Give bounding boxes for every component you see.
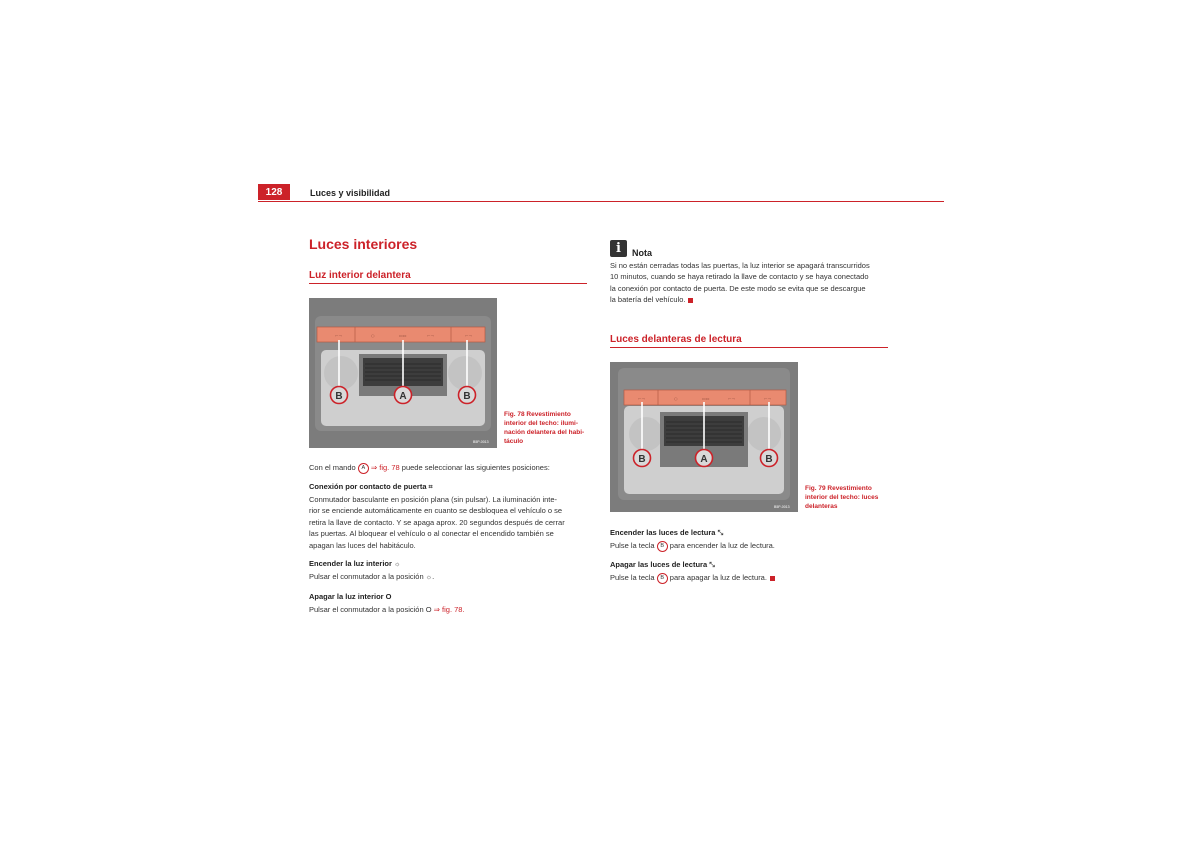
figure-79	[610, 362, 798, 512]
reading-on-text: Pulse la tecla B para encender la luz de lectura.	[610, 541, 775, 550]
section-title-front-light: Luz interior delantera	[309, 270, 587, 284]
svg-text:⌐¬: ⌐¬	[427, 333, 434, 338]
svg-text:⌐¬: ⌐¬	[465, 333, 472, 338]
light-off-heading: Apagar la luz interior O	[309, 592, 392, 601]
reading-light-on-icon: ⤡	[717, 530, 724, 537]
figure-78	[309, 298, 497, 448]
knob-a-icon: A	[358, 463, 369, 474]
intro-paragraph: Con el mando A ⇒ fig. 78 puede seleccionar las siguientes posiciones:	[309, 463, 550, 472]
note-text: Si no están cerradas todas las puertas, la luz interior se apagará transcurridos 10 minutos, cuando se haya retirado la llave de contacto y se haya conectado la conexión por contacto de puerta. De este modo se evita que se descargue la batería del vehículo.	[610, 261, 870, 305]
callout-a: A	[399, 391, 407, 402]
chapter-title: Luces y visibilidad	[310, 188, 391, 198]
door-contact-icon: ⌗	[428, 484, 433, 491]
end-mark-icon-2	[770, 576, 775, 581]
reading-light-off-icon: ⤡	[709, 562, 715, 569]
reading-on-heading: Encender las luces de lectura ⤡	[610, 528, 724, 537]
reading-off-text: Pulse la tecla B para apagar la luz de lectura.	[610, 572, 775, 584]
svg-text:○: ○	[371, 333, 375, 338]
svg-text:▭▭: ▭▭	[399, 333, 407, 338]
figure-79-caption: Fig. 79 Revestimiento interior del techo: luces delanteras	[805, 485, 879, 510]
svg-text:⌐¬: ⌐¬	[335, 333, 342, 338]
interior-light-icon: ☼	[425, 574, 433, 581]
key-b-icon: B	[657, 541, 668, 552]
fig-78-link[interactable]: ⇒ fig. 78	[370, 463, 400, 472]
callout-b-left-79: B	[638, 454, 646, 465]
light-off-text: Pulsar el conmutador a la posición O ⇒ fig. 78.	[309, 605, 465, 614]
svg-text:○: ○	[674, 396, 678, 401]
svg-text:⌐¬: ⌐¬	[764, 396, 771, 401]
light-on-heading: Encender la luz interior ☼	[309, 559, 401, 568]
figure-79-code: B5P-0013	[774, 505, 790, 509]
callout-b-left: B	[335, 391, 343, 402]
figure-78-caption: Fig. 78 Revestimiento interior del techo: ilumi- nación delantera del habi- táculo	[504, 411, 585, 445]
fig-78-link-2[interactable]: ⇒ fig. 78.	[433, 605, 465, 614]
svg-text:⌐¬: ⌐¬	[638, 396, 645, 401]
reading-off-heading: Apagar las luces de lectura ⤡	[610, 560, 715, 569]
light-on-text: Pulsar el conmutador a la posición ☼.	[309, 572, 435, 581]
door-contact-heading: Conexión por contacto de puerta ⌗	[309, 482, 433, 491]
page-title: Luces interiores	[309, 236, 418, 252]
figure-code: B5P-0013	[473, 440, 489, 444]
interior-light-on-icon: ☼	[394, 561, 401, 568]
callout-b-right: B	[463, 391, 471, 402]
note-title: Nota	[632, 248, 652, 258]
svg-text:▭▭: ▭▭	[702, 396, 710, 401]
end-mark-icon	[688, 298, 693, 303]
callout-b-right-79: B	[765, 454, 773, 465]
svg-text:⌐¬: ⌐¬	[728, 396, 735, 401]
info-icon: i	[610, 240, 627, 257]
door-contact-text: Conmutador basculante en posición plana (sin pulsar). La iluminación inte- rior se enciende automáticamente en cuanto se desbloquea el vehículo o se retira la llave de contacto. Y se apaga aprox. 20 segundos después de cerrar las puertas. Al bloquear el vehículo o al conectar el encendido también se apagan las luces del habitáculo.	[309, 495, 565, 550]
key-b-icon-2: B	[657, 573, 668, 584]
section-title-reading-lights: Luces delanteras de lectura	[610, 334, 888, 348]
callout-a-79: A	[700, 454, 708, 465]
page-number: 128	[258, 184, 290, 200]
